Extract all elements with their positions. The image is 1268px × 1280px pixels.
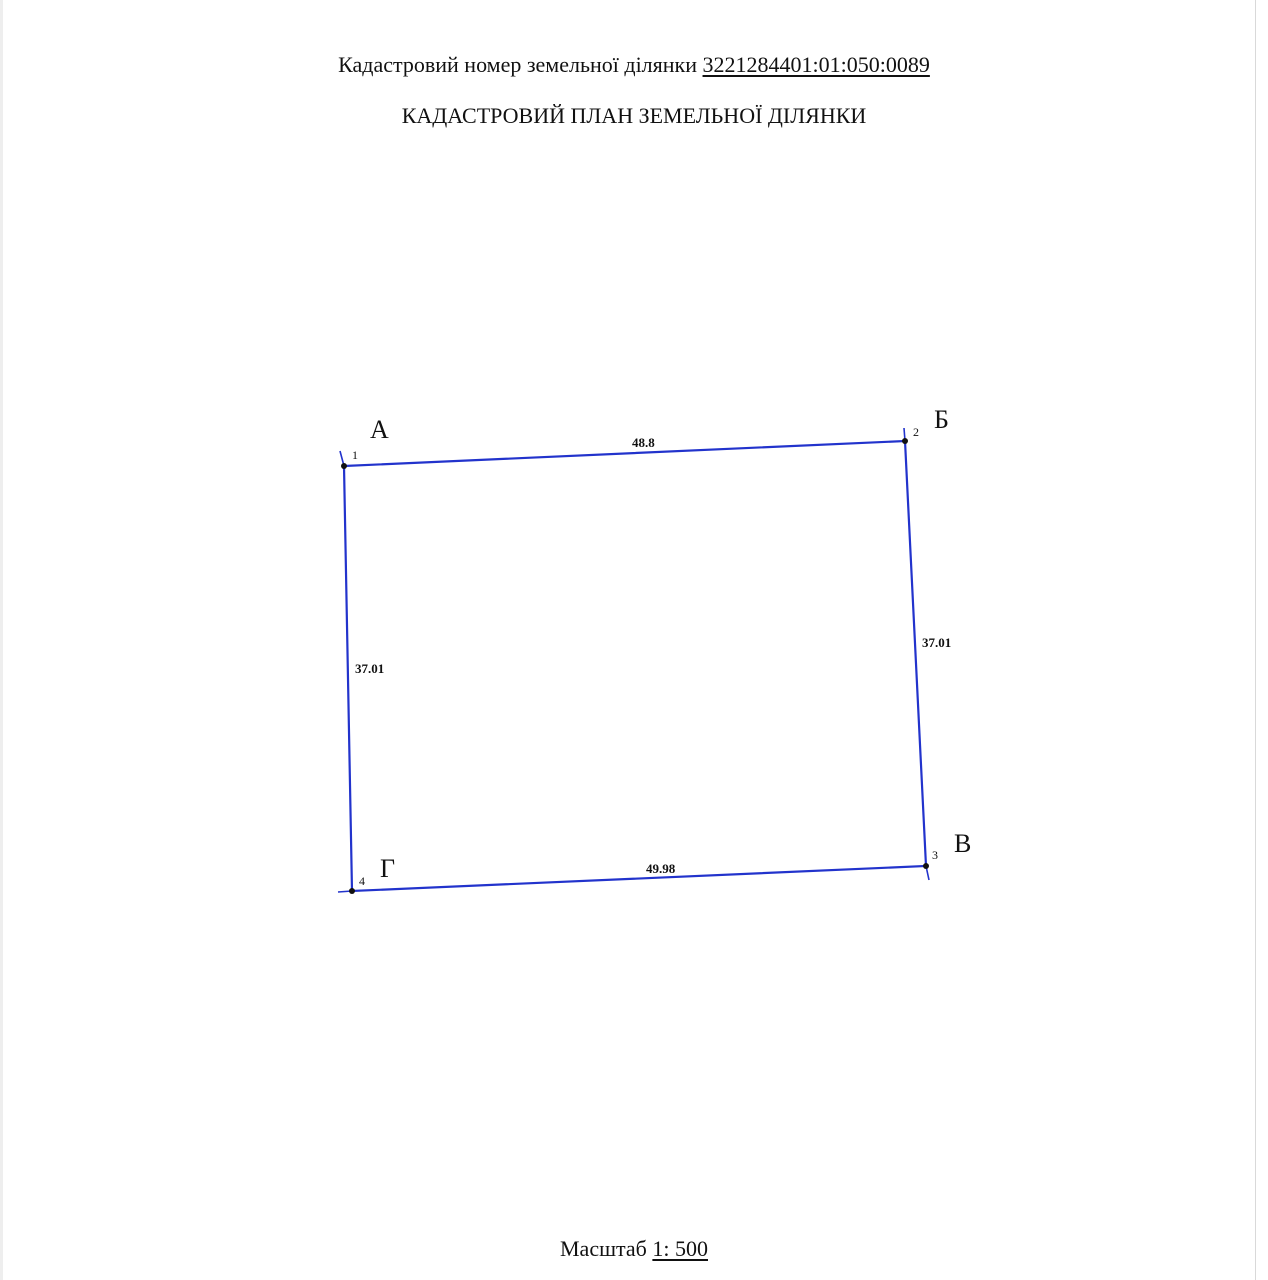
point-number-1: 1 <box>352 448 358 462</box>
vertex-dot-3 <box>923 863 929 869</box>
cadastral-number-value: 3221284401:01:050:0089 <box>702 52 930 77</box>
side-length-left: 37.01 <box>355 661 385 676</box>
point-number-2: 2 <box>913 425 919 439</box>
scale-label: Масштаб <box>560 1236 647 1261</box>
vertex-dot-2 <box>902 438 908 444</box>
vertex-dot-1 <box>341 463 347 469</box>
corner-letter-v: В <box>954 829 972 858</box>
plot-boundary <box>344 441 926 891</box>
corner-letter-g: Г <box>380 854 396 883</box>
point-number-4: 4 <box>359 874 365 888</box>
side-length-bottom: 49.98 <box>646 861 676 876</box>
scale-line <box>0 1236 1268 1262</box>
scale-value: 1: 500 <box>652 1236 708 1261</box>
side-length-top: 48.8 <box>632 435 655 450</box>
page-title: КАДАСТРОВИЙ ПЛАН ЗЕМЕЛЬНОЇ ДІЛЯНКИ <box>401 103 867 128</box>
corner-letter-a: А <box>370 415 389 444</box>
side-length-right: 37.01 <box>922 635 952 650</box>
cadastral-number-label: Кадастровий номер земельної ділянки <box>338 52 698 77</box>
corner-letter-b: Б <box>934 405 949 434</box>
point-number-3: 3 <box>932 848 938 862</box>
vertex-dot-4 <box>349 888 355 894</box>
